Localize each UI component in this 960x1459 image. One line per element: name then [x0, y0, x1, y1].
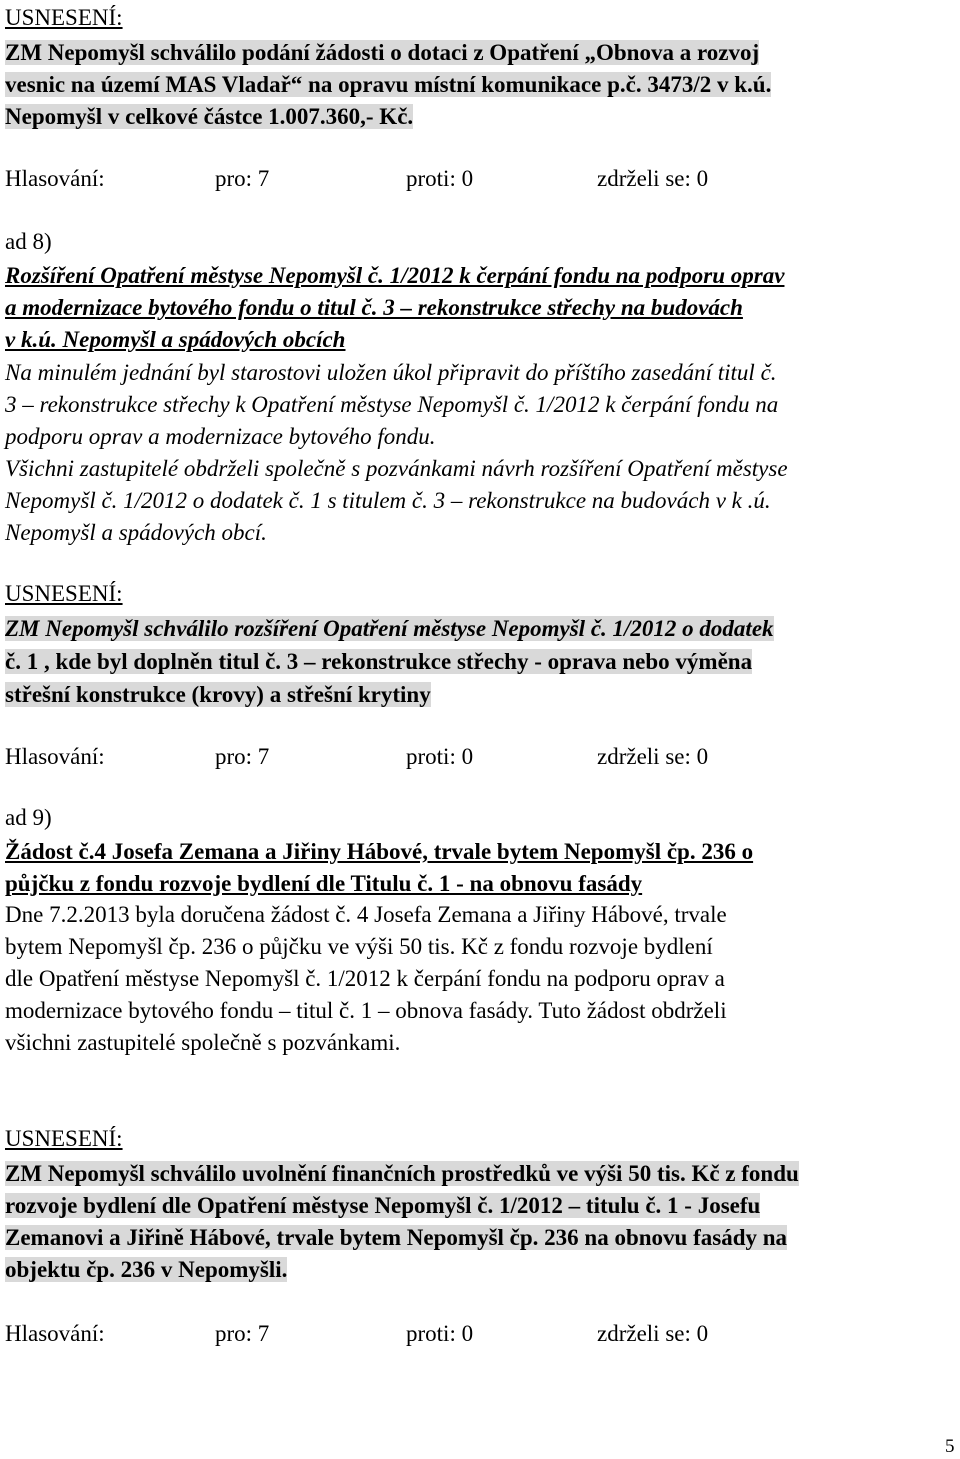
resolution-line: střešní konstrukce (krovy) a střešní krytiny: [5, 682, 431, 707]
vote-label: Hlasování:: [5, 744, 105, 769]
resolution-line: ZM Nepomyšl schválilo uvolnění finančních prostředků ve výši 50 tis. Kč z fondu: [5, 1161, 799, 1186]
vote-zdrzeli: zdrželi se: 0: [597, 744, 709, 769]
usneseni-label: USNESENÍ:: [5, 5, 123, 30]
item-title-line: v k.ú. Nepomyšl a spádových obcích: [5, 327, 346, 352]
usneseni-label: USNESENÍ:: [5, 1126, 123, 1151]
body-line: bytem Nepomyšl čp. 236 o půjčku ve výši 50 tis. Kč z fondu rozvoje bydlení: [5, 934, 713, 959]
vote-label: Hlasování:: [5, 1321, 105, 1346]
body-line: Dne 7.2.2013 byla doručena žádost č. 4 Josefa Zemana a Jiřiny Hábové, trvale: [5, 902, 727, 927]
item-title-line: a modernizace bytového fondu o titul č. 3 – rekonstrukce střechy na budovách: [5, 295, 743, 320]
resolution-line: ZM Nepomyšl schválilo podání žádosti o dotaci z Opatření „Obnova a rozvoj: [5, 40, 760, 65]
item-title-line: Žádost č.4 Josefa Zemana a Jiřiny Hábové, trvale bytem Nepomyšl čp. 236 o: [5, 839, 754, 864]
resolution-line: objektu čp. 236 v Nepomyšli.: [5, 1257, 288, 1282]
body-line: Nepomyšl a spádových obcí.: [5, 520, 267, 545]
vote-proti: proti: 0: [406, 166, 474, 191]
body-line: Na minulém jednání byl starostovi uložen úkol připravit do příštího zasedání titul č.: [5, 360, 777, 385]
item-title-line: Rozšíření Opatření městyse Nepomyšl č. 1/2012 k čerpání fondu na podporu oprav: [5, 263, 785, 288]
body-line: všichni zastupitelé společně s pozvánkami.: [5, 1030, 401, 1055]
resolution-line: ZM Nepomyšl schválilo rozšíření Opatření městyse Nepomyšl č. 1/2012 o dodatek: [5, 616, 774, 641]
item-title-line: půjčku z fondu rozvoje bydlení dle Titulu č. 1 - na obnovu fasády: [5, 871, 643, 896]
vote-pro: pro: 7: [215, 1321, 270, 1346]
body-line: modernizace bytového fondu – titul č. 1 – obnova fasády. Tuto žádost obdrželi: [5, 998, 727, 1023]
resolution-line: Zemanovi a Jiřině Hábové, trvale bytem Nepomyšl čp. 236 na obnovu fasády na: [5, 1225, 788, 1250]
page-number: 5: [945, 1436, 955, 1457]
resolution-line: vesnic na území MAS Vladař“ na opravu místní komunikace p.č. 3473/2 v k.ú.: [5, 72, 772, 97]
vote-label: Hlasování:: [5, 166, 105, 191]
usneseni-label: USNESENÍ:: [5, 581, 123, 606]
item-heading: ad 8): [5, 229, 52, 254]
vote-zdrzeli: zdrželi se: 0: [597, 1321, 709, 1346]
body-line: 3 – rekonstrukce střechy k Opatření městyse Nepomyšl č. 1/2012 k čerpání fondu na: [5, 392, 779, 417]
vote-zdrzeli: zdrželi se: 0: [597, 166, 709, 191]
body-line: podporu oprav a modernizace bytového fondu.: [5, 424, 436, 449]
item-heading: ad 9): [5, 805, 52, 830]
resolution-line: rozvoje bydlení dle Opatření městyse Nepomyšl č. 1/2012 – titulu č. 1 - Josefu: [5, 1193, 761, 1218]
resolution-line: č. 1 , kde byl doplněn titul č. 3 – rekonstrukce střechy - oprava nebo výměna: [5, 649, 753, 674]
body-line: Nepomyšl č. 1/2012 o dodatek č. 1 s titulem č. 3 – rekonstrukce na budovách v k .ú.: [5, 488, 771, 513]
vote-proti: proti: 0: [406, 1321, 474, 1346]
vote-pro: pro: 7: [215, 744, 270, 769]
body-line: dle Opatření městyse Nepomyšl č. 1/2012 k čerpání fondu na podporu oprav a: [5, 966, 725, 991]
body-line: Všichni zastupitelé obdrželi společně s pozvánkami návrh rozšíření Opatření městyse: [5, 456, 788, 481]
vote-proti: proti: 0: [406, 744, 474, 769]
vote-pro: pro: 7: [215, 166, 270, 191]
resolution-line: Nepomyšl v celkové částce 1.007.360,- Kč.: [5, 104, 414, 129]
